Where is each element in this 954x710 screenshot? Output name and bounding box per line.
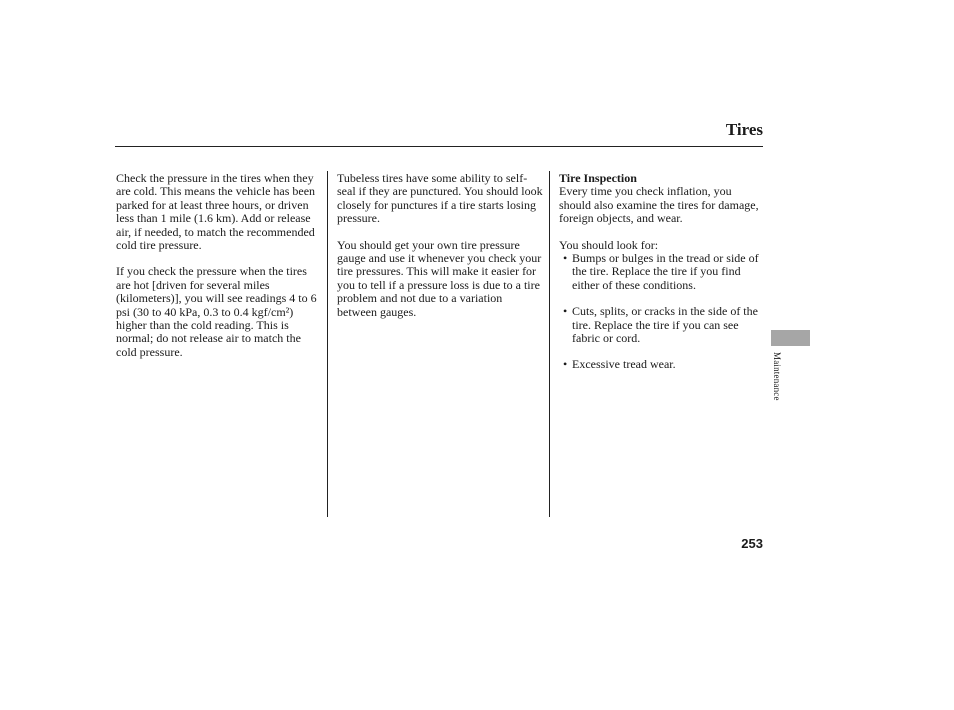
bullet-icon: • (563, 304, 568, 319)
paragraph: Check the pressure in the tires when they are cold. This means the vehicle has been parked for at least three hours, or driven less than 1 mile (1.6 km). Add or release air, if needed, to match the recommended cold tire pressure. (116, 171, 316, 253)
column-2 (337, 172, 545, 332)
bullet-icon: • (563, 357, 568, 372)
bullet-icon: • (563, 251, 568, 266)
column-3 (559, 172, 765, 385)
section-heading: Tire Inspection (559, 171, 637, 185)
paragraph: If you check the pressure when the tires are hot [driven for several miles (kilometers)], you will see readings 4 to 6 psi (30 to 40 kPa, 0.3 to 0.4 kgf/cm²) higher than the cold reading. This is normal; do not release air to match the cold pressure. (116, 264, 317, 359)
column-divider-1 (327, 171, 328, 517)
paragraph: You should get your own tire pressure gauge and use it whenever you check your tire pressures. This will make it easier for you to tell if a pressure loss is due to a tire problem and not due to a variation between gauges. (337, 237, 542, 319)
section-tab (771, 330, 810, 346)
inspection-list (559, 252, 765, 372)
list-item-text: Excessive tread wear. (572, 357, 676, 372)
look-for-lead: You should look for: (559, 237, 659, 252)
header-rule (115, 146, 763, 147)
section-intro: Every time you check inflation, you should also examine the tires for damage, foreign objects, and wear. (559, 184, 759, 226)
list-item (559, 305, 765, 345)
list-item (559, 252, 765, 292)
list-item-text: Cuts, splits, or cracks in the side of the tire. Replace the tire if you can see fabric or cord. (572, 304, 758, 346)
section-label: Maintenance (772, 352, 782, 401)
paragraph: Tubeless tires have some ability to self-seal if they are punctured. You should look closely for punctures if a tire starts losing pressure. (337, 171, 543, 226)
tire-inspection-section (559, 172, 765, 226)
column-1 (116, 172, 323, 372)
list-item-text: Bumps or bulges in the tread or side of the tire. Replace the tire if you find either of these conditions. (572, 251, 759, 292)
column-divider-2 (549, 171, 550, 517)
list-item (559, 358, 765, 371)
page-number: 253 (741, 536, 763, 551)
page-title: Tires (725, 120, 763, 139)
